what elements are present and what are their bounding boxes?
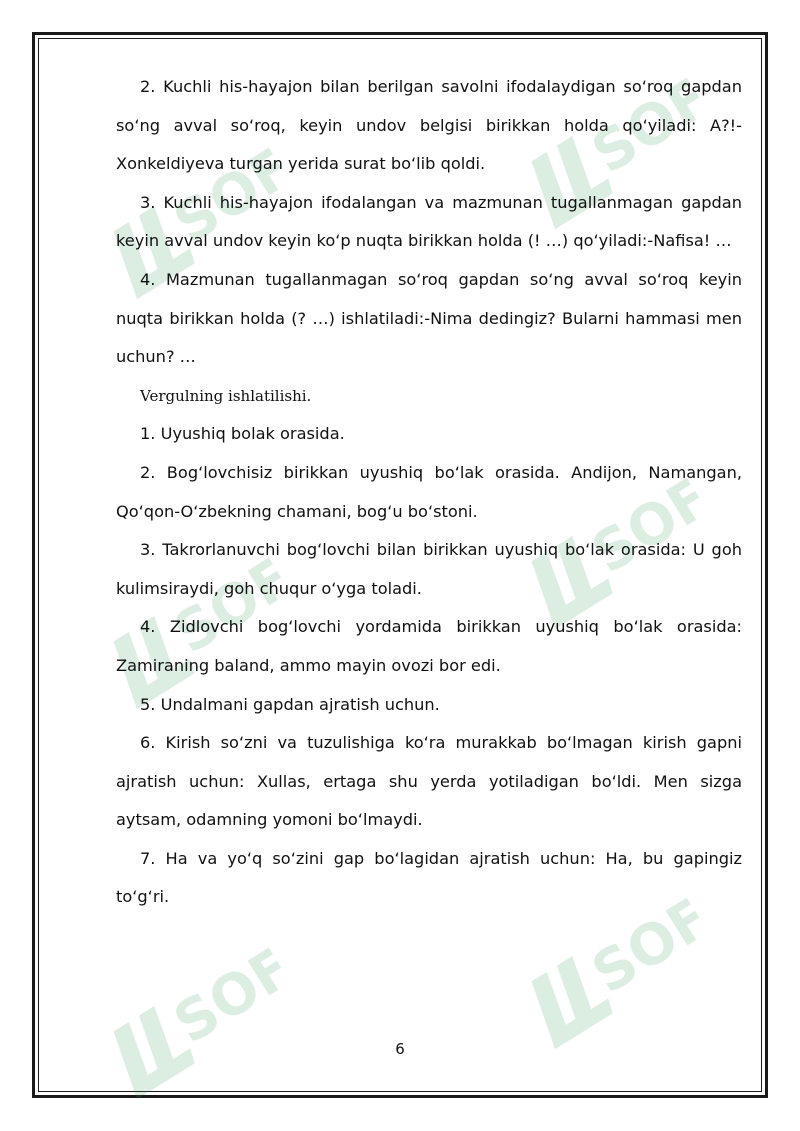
- paragraph-4: 4. Mazmunan tugallanmagan so‘roq gapdan so‘ng avval so‘roq keyin nuqta birikkan holda (? …) ishlatiladi:-Nima dedingiz? Bularni hammasi men uchun? …: [116, 269, 742, 367]
- page-content: [116, 68, 742, 917]
- list-item-5: 5. Undalmani gapdan ajratish uchun.: [140, 694, 440, 714]
- page-number: 6: [395, 1040, 405, 1058]
- watermark-text: SOFF: [581, 444, 729, 587]
- watermark-text: SOFF: [163, 114, 311, 257]
- list-item-4: 4. Zidlovchi bog‘lovchi yordamida birikkan uyushiq bo‘lak orasida: Zamiraning baland, ammo mayin ovozi bor edi.: [116, 617, 742, 675]
- list-item-1: 1. Uyushiq bolak orasida.: [140, 424, 345, 444]
- paragraph-3: 3. Kuchli his-hayajon ifodalangan va mazmunan tugallanmagan gapdan keyin avval undov keyin ko‘p nuqta birikkan holda (! …) qo‘yiladi:-Nafisa! …: [116, 192, 742, 251]
- list-item-2: 2. Bog‘lovchisiz birikkan uyushiq bo‘lak orasida. Andijon, Namangan, Qo‘qon-O‘zbekning chamani, bog‘u bo‘stoni.: [116, 462, 742, 521]
- list-item-3: 3. Takrorlanuvchi bog‘lovchi bilan birikkan uyushiq bo‘lak orasida: U goh kulimsiraydi, goh chuqur o‘yga toladi.: [116, 540, 742, 598]
- paragraph-2: 2. Kuchli his-hayajon bilan berilgan savolni ifodalaydigan so‘roq gapdan so‘ng avval so‘roq, keyin undov belgisi birikkan holda qo‘yiladi: A?!-Xonkeldiyeva turgan yerida surat bo‘lib qoldi.: [116, 77, 742, 174]
- watermark-text: SOFF: [163, 914, 311, 1057]
- watermark-text: SOFF: [163, 524, 311, 667]
- watermark-text: SOFF: [581, 44, 729, 187]
- section-heading: Vergulning ishlatilishi.: [140, 386, 312, 405]
- list-item-7: 7. Ha va yo‘q so‘zini gap bo‘lagidan ajratish uchun: Ha, bu gapingiz to‘g‘ri.: [116, 848, 742, 907]
- watermark-text: SOFF: [581, 864, 729, 1007]
- list-item-6: 6. Kirish so‘zni va tuzulishiga ko‘ra murakkab bo‘lmagan kirish gapni ajratish uchun: Xullas, ertaga shu yerda yotiladigan bo‘ldi. Men sizga aytsam, odamning yomoni bo‘lmaydi.: [116, 733, 742, 830]
